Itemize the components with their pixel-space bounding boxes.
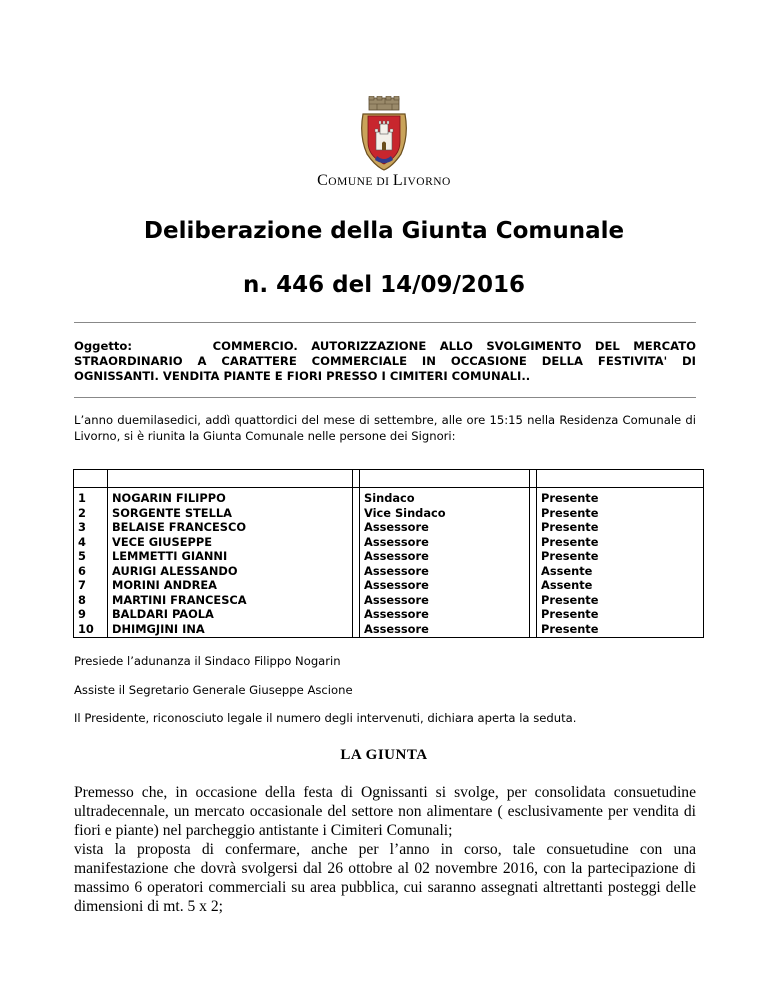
table-row — [74, 488, 704, 506]
member-status: Presente — [537, 488, 704, 506]
member-name: VECE GIUSEPPE — [108, 535, 353, 550]
member-status: Assente — [537, 578, 704, 593]
intro-paragraph: L’anno duemilasedici, addì quattordici del mese di settembre, alle ore 15:15 nella Residenza Comunale di Livorno, si è riunita la Giunta Comunale nelle persone dei Signori: — [74, 413, 696, 443]
document-number: n. 446 del 14/09/2016 — [243, 272, 525, 298]
subject-line-1: COMMERCIO. AUTORIZZAZIONE ALLO SVOLGIMENTO DEL MERCATO — [212, 339, 696, 353]
table-row — [74, 506, 704, 521]
president-line: Presiede l’adunanza il Sindaco Filippo Nogarin — [74, 654, 341, 668]
subject-block — [74, 339, 696, 384]
member-role: Assessore — [360, 549, 530, 564]
member-role: Assessore — [360, 520, 530, 535]
coat-of-arms-logo — [355, 96, 413, 174]
member-status: Assente — [537, 564, 704, 579]
column-gap — [353, 549, 360, 564]
table-row — [74, 593, 704, 608]
member-number: 4 — [74, 535, 108, 550]
column-gap — [530, 506, 537, 521]
secretary-line: Assiste il Segretario Generale Giuseppe Ascione — [74, 683, 353, 697]
member-number: 7 — [74, 578, 108, 593]
divider — [74, 322, 696, 323]
column-gap — [353, 593, 360, 608]
column-gap — [530, 488, 537, 506]
member-status: Presente — [537, 549, 704, 564]
table-row — [74, 520, 704, 535]
member-status: Presente — [537, 535, 704, 550]
column-gap — [353, 506, 360, 521]
member-role: Vice Sindaco — [360, 506, 530, 521]
column-gap — [530, 520, 537, 535]
column-gap — [353, 488, 360, 506]
member-role: Assessore — [360, 578, 530, 593]
subject-label: Oggetto: — [74, 339, 133, 353]
member-role: Assessore — [360, 535, 530, 550]
member-name: LEMMETTI GIANNI — [108, 549, 353, 564]
section-heading: LA GIUNTA — [340, 747, 428, 763]
column-gap — [353, 578, 360, 593]
member-number: 6 — [74, 564, 108, 579]
divider — [74, 397, 696, 398]
subject-text: STRAORDINARIO A CARATTERE COMMERCIALE IN OCCASIONE DELLA FESTIVITA' DI OGNISSANTI. VENDITA PIANTE E FIORI PRESSO I CIMITERI COMUNALI.. — [74, 354, 696, 383]
column-gap — [353, 607, 360, 622]
table-row — [74, 564, 704, 579]
table-row — [74, 607, 704, 622]
table-row — [74, 535, 704, 550]
column-gap — [530, 535, 537, 550]
column-gap — [353, 622, 360, 638]
member-name: AURIGI ALESSANDO — [108, 564, 353, 579]
opening-line: Il Presidente, riconosciuto legale il numero degli intervenuti, dichiara aperta la seduta. — [74, 711, 577, 725]
body-text — [74, 783, 696, 916]
member-status: Presente — [537, 622, 704, 638]
table-row — [74, 578, 704, 593]
member-role: Assessore — [360, 564, 530, 579]
member-number: 2 — [74, 506, 108, 521]
table-row — [74, 622, 704, 638]
member-status: Presente — [537, 593, 704, 608]
member-role: Assessore — [360, 622, 530, 638]
member-status: Presente — [537, 607, 704, 622]
column-gap — [530, 622, 537, 638]
member-name: MORINI ANDREA — [108, 578, 353, 593]
member-name: MARTINI FRANCESCA — [108, 593, 353, 608]
paragraph: Premesso che, in occasione della festa di Ognissanti si svolge, per consolidata consuetudine ultradecennale, un mercato occasionale del settore non alimentare ( esclusivamente per vendita di fiori e piante) nel parcheggio antistante i Cimiteri Comunali; — [74, 784, 696, 839]
member-status: Presente — [537, 506, 704, 521]
column-gap — [353, 520, 360, 535]
document-title: Deliberazione della Giunta Comunale — [143, 218, 625, 244]
column-gap — [353, 564, 360, 579]
column-gap — [353, 535, 360, 550]
member-name: NOGARIN FILIPPO — [108, 488, 353, 506]
column-gap — [530, 593, 537, 608]
table-header-row — [74, 470, 704, 488]
column-gap — [530, 564, 537, 579]
paragraph: vista la proposta di confermare, anche per l’anno in corso, tale consuetudine con una manifestazione che dovrà svolgersi dal 26 ottobre al 02 novembre 2016, con la partecipazione di massimo 6 operatori commerciali su area pubblica, cui saranno assegnati altrettanti posteggi delle dimensioni di mt. 5 x 2; — [74, 841, 696, 915]
member-number: 9 — [74, 607, 108, 622]
member-name: SORGENTE STELLA — [108, 506, 353, 521]
member-number: 5 — [74, 549, 108, 564]
column-gap — [530, 578, 537, 593]
member-number: 10 — [74, 622, 108, 638]
member-role: Assessore — [360, 607, 530, 622]
member-role: Assessore — [360, 593, 530, 608]
table-row — [74, 549, 704, 564]
column-gap — [530, 607, 537, 622]
member-role: Sindaco — [360, 488, 530, 506]
member-number: 3 — [74, 520, 108, 535]
column-gap — [530, 549, 537, 564]
member-number: 8 — [74, 593, 108, 608]
member-name: BELAISE FRANCESCO — [108, 520, 353, 535]
city-name-label: COMUNE DI LIVORNO — [317, 172, 451, 189]
attendance-table — [73, 469, 704, 638]
member-status: Presente — [537, 520, 704, 535]
member-number: 1 — [74, 488, 108, 506]
member-name: DHIMGJINI INA — [108, 622, 353, 638]
member-name: BALDARI PAOLA — [108, 607, 353, 622]
